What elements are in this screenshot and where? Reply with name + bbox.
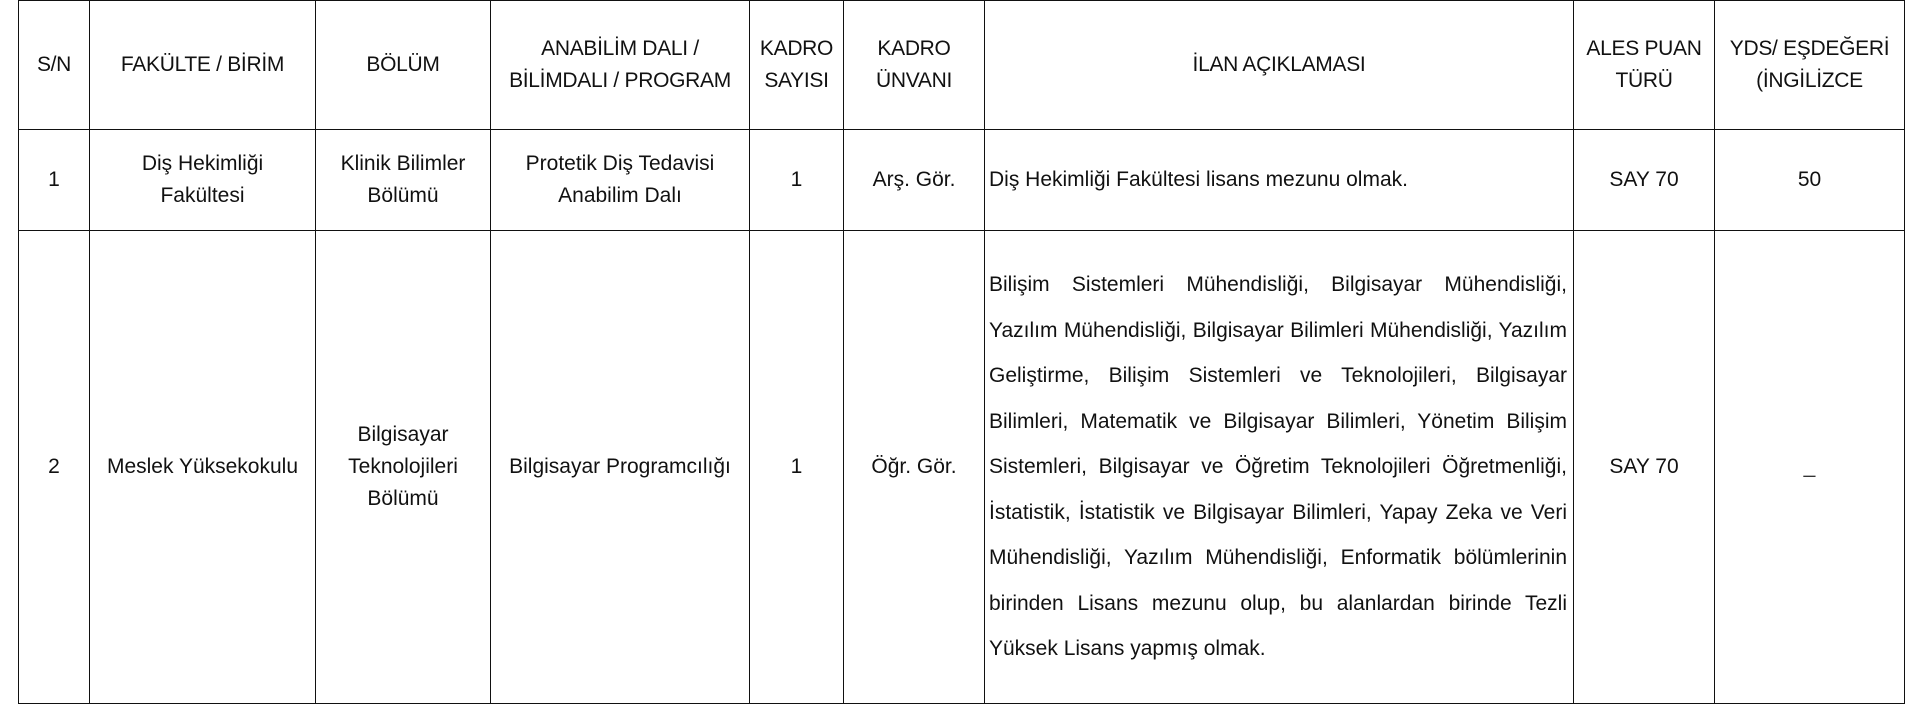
header-row (19, 1, 1905, 130)
header-description: İLAN AÇIKLAMASI (985, 1, 1574, 130)
cell-department: Bilgisayar Teknolojileri Bölümü (316, 231, 491, 704)
cell-yds: _ (1715, 231, 1905, 704)
table-row (19, 130, 1905, 231)
job-posting-table (18, 0, 1905, 704)
header-program: ANABİLİM DALI / BİLİMDALI / PROGRAM (491, 1, 750, 130)
header-position-count: KADRO SAYISI (750, 1, 844, 130)
header-ales-type: ALES PUAN TÜRÜ (1574, 1, 1715, 130)
cell-faculty: Meslek Yüksekokulu (90, 231, 316, 704)
cell-position-count: 1 (750, 130, 844, 231)
cell-sn: 2 (19, 231, 90, 704)
cell-position-title: Öğr. Gör. (844, 231, 985, 704)
cell-description: Bilişim Sistemleri Mühendisliği, Bilgisayar Mühendisliği, Yazılım Mühendisliği, Bilgisayar Bilimleri Mühendisliği, Yazılım Geliştirme, Bilişim Sistemleri ve Teknolojileri, Bilgisayar Bilimleri, Matematik ve Bilgisayar Bilimleri, Yönetim Bilişim Sistemleri, Bilgisayar ve Öğretim Teknolojileri Öğretmenliği, İstatistik, İstatistik ve Bilgisayar Bilimleri, Yapay Zeka ve Veri Mühendisliği, Yazılım Mühendisliği, Enformatik bölümlerinin birinden Lisans mezunu olup, bu alanlardan birinde Tezli Yüksek Lisans yapmış olmak. (985, 231, 1574, 704)
cell-ales-type: SAY 70 (1574, 231, 1715, 704)
cell-description: Diş Hekimliği Fakültesi lisans mezunu olmak. (985, 130, 1574, 231)
table-row (19, 231, 1905, 704)
header-faculty: FAKÜLTE / BİRİM (90, 1, 316, 130)
cell-department: Klinik Bilimler Bölümü (316, 130, 491, 231)
cell-position-title: Arş. Gör. (844, 130, 985, 231)
header-position-title: KADRO ÜNVANI (844, 1, 985, 130)
cell-ales-type: SAY 70 (1574, 130, 1715, 231)
cell-sn: 1 (19, 130, 90, 231)
header-yds: YDS/ EŞDEĞERİ (İNGİLİZCE (1715, 1, 1905, 130)
cell-faculty: Diş Hekimliği Fakültesi (90, 130, 316, 231)
job-posting-table-wrapper (18, 0, 1905, 704)
cell-program: Bilgisayar Programcılığı (491, 231, 750, 704)
cell-yds: 50 (1715, 130, 1905, 231)
header-department: BÖLÜM (316, 1, 491, 130)
header-sn: S/N (19, 1, 90, 130)
cell-position-count: 1 (750, 231, 844, 704)
cell-program: Protetik Diş Tedavisi Anabilim Dalı (491, 130, 750, 231)
